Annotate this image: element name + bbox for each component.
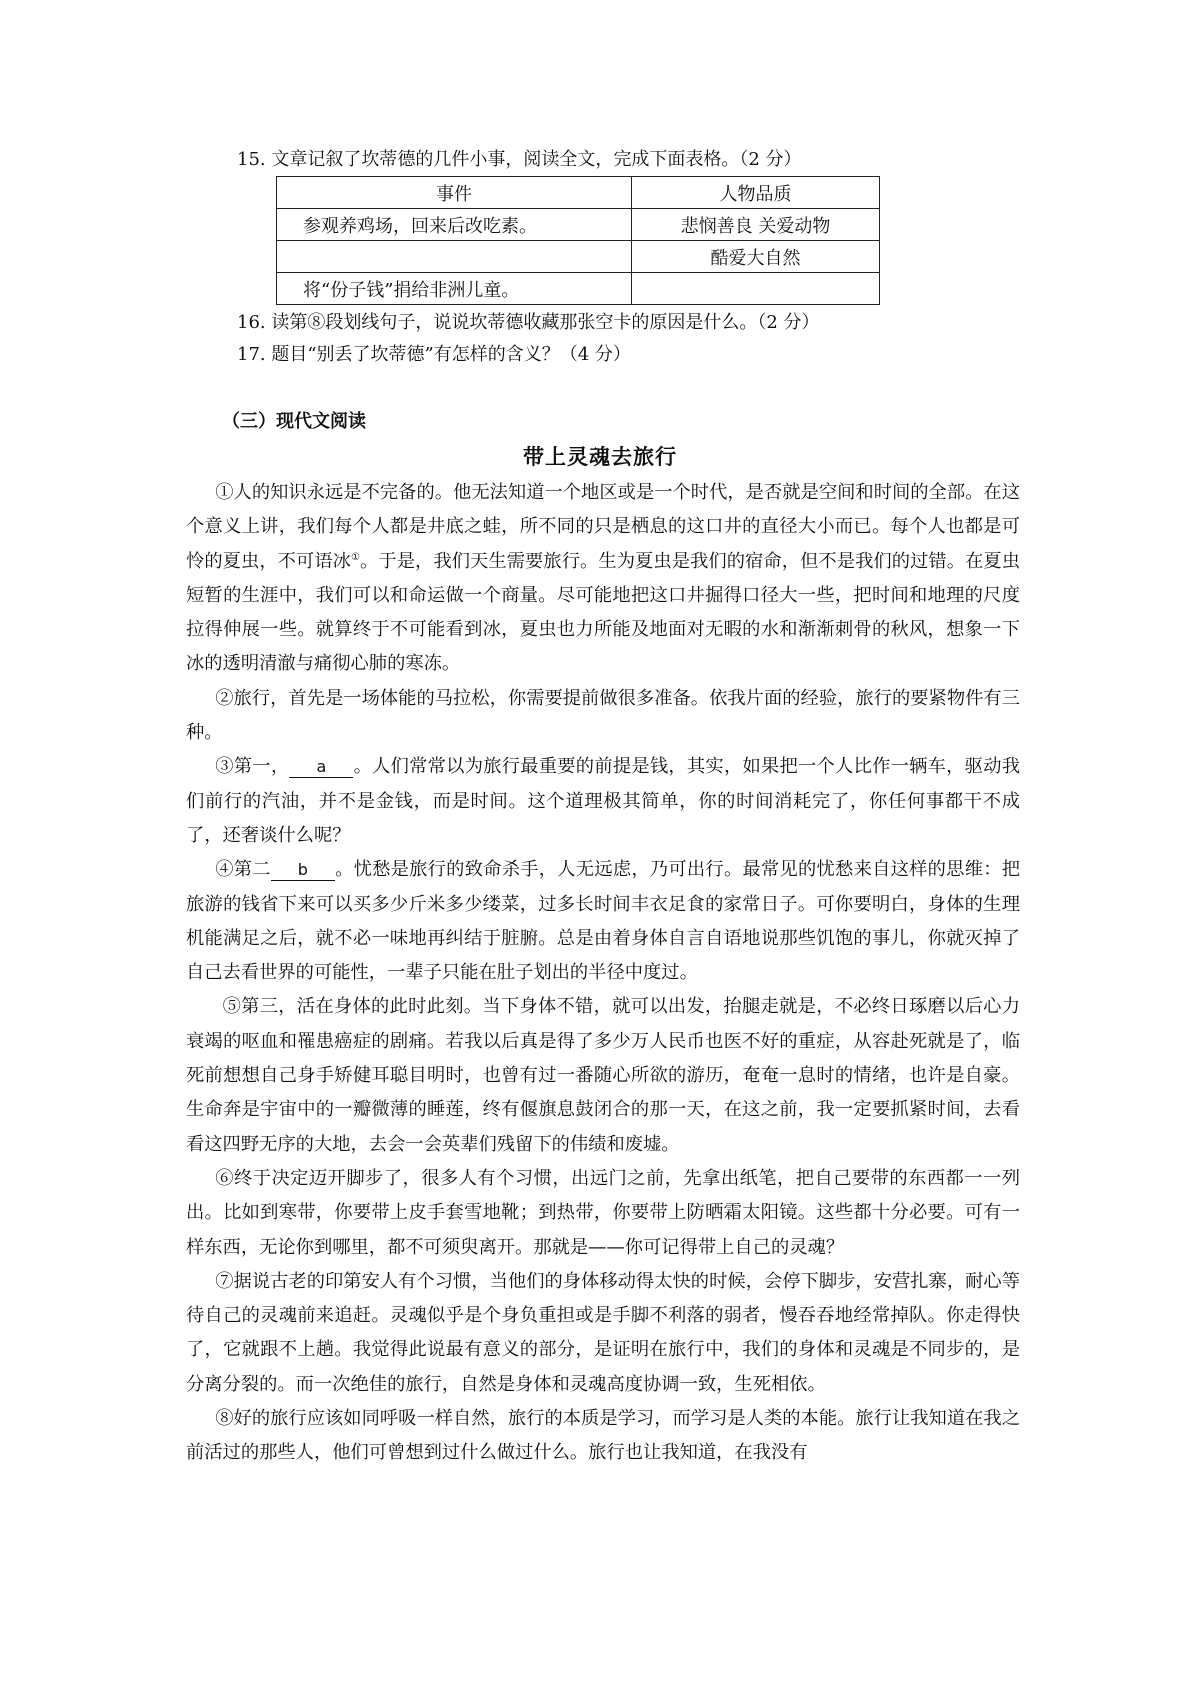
question-15: 15. 文章记叙了坎蒂德的几件小事，阅读全文，完成下面表格。（2 分） xyxy=(237,149,802,170)
footnote-marker: ① xyxy=(351,551,361,563)
paragraph-4 xyxy=(186,853,1020,990)
table-header-event: 事件 xyxy=(277,177,632,209)
paragraph-3-text: 。人们常常以为旅行最重要的前提是钱，其实，如果把一个人比作一辆车，驱动我们前行的汽油，并不是金钱，而是时间。这个道理极其简单，你的时间消耗完了，你任何事都干不成了，还奢谈什么呢？ xyxy=(186,756,1021,846)
paragraph-3-lead: ③第一， xyxy=(215,756,290,778)
paragraph-3 xyxy=(186,750,1020,853)
table-header-quality: 人物品质 xyxy=(632,177,880,209)
paragraph-1-text-cont: 。于是，我们天生需要旅行。生为夏虫是我们的宿命，但不是我们的过错。在夏虫短暂的生涯中，我们可以和命运做一个商量。尽可能地把这口井掘得口径大一些，把时间和地理的尺度拉得伸展一些。就算终于不可能看到冰，夏虫也力所能及地面对无暇的水和渐渐刺骨的秋风，想象一下冰的透明清澈与痛彻心肺的寒冻。 xyxy=(186,550,1021,675)
question-17: 17. 题目“别丢了坎蒂德”有怎样的含义？（4 分） xyxy=(237,344,631,365)
blank-a: a xyxy=(289,757,353,778)
paragraph-2: ②旅行，首先是一场体能的马拉松，你需要提前做很多准备。依我片面的经验，旅行的要紧物件有三种。 xyxy=(186,687,1020,744)
table-cell-event: 将“份子钱”捐给非洲儿童。 xyxy=(277,273,632,305)
paragraph-6: ⑥终于决定迈开脚步了，很多人有个习惯，出远门之前，先拿出纸笔，把自己要带的东西都一一列出。比如到寒带，你要带上皮手套雪地靴；到热带，你要带上防晒霜太阳镜。这些都十分必要。可有一样东西，无论你到哪里，都不可须臾离开。那就是——你可记得带上自己的灵魂？ xyxy=(186,1167,1020,1258)
paragraph-1 xyxy=(186,476,1020,682)
paragraph-1-text: ①人的知识永远是不完备的。他无法知道一个地区或是一个时代，是否就是空间和时间的全部。在这个意义上讲，我们每个人都是井底之蛙，所不同的只是栖息的这口井的直径大小而已。每个人也都是可怜的夏虫，不可语冰 xyxy=(186,482,1020,572)
paragraph-4-text: 。忧愁是旅行的致命杀手，人无远虑，乃可出行。最常见的忧愁来自这样的思维：把旅游的钱省下来可以买多少斤米多少缕菜，过多长时间丰衣足食的家常日子。可你要明白，身体的生理机能满足之后，就不必一味地再纠结于脏腑。总是由着身体自言自语地说那些饥饱的事儿，你就灭掉了自己去看世界的可能性，一辈子只能在肚子划出的半径中度过。 xyxy=(186,859,1021,984)
paragraph-5: ⑤第三，活在身体的此时此刻。当下身体不错，就可以出发，抬腿走就是，不必终日琢磨以后心力衰竭的呕血和罹患癌症的剧痛。若我以后真是得了多少万人民币也医不好的重症，从容赴死就是了，临死前想想自己身手矫健耳聪目明时，也曾有过一番随心所欲的游历，奄奄一息时的情绪，也许是自豪。生命奔是宇宙中的一瓣微薄的睡莲，终有偃旗息鼓闭合的那一天，在这之前，我一定要抓紧时间，去看看这四野无序的大地，去会一会英辈们残留下的伟绩和废墟。 xyxy=(186,996,1020,1155)
table-row xyxy=(277,209,880,241)
table-cell-event: 参观养鸡场，回来后改吃素。 xyxy=(277,209,632,241)
events-table xyxy=(276,176,880,305)
paragraph-8: ⑧好的旅行应该如同呼吸一样自然，旅行的本质是学习，而学习是人类的本能。旅行让我知道在我之前活过的那些人，他们可曾想到过什么做过什么。旅行也让我知道，在我没有 xyxy=(186,1408,1020,1464)
article-body xyxy=(186,476,1020,1471)
section-heading: （三）现代文阅读 xyxy=(222,411,366,432)
table-row xyxy=(277,273,880,305)
table-cell-event-blank xyxy=(277,241,632,273)
blank-b: b xyxy=(271,860,335,881)
article-title: 带上灵魂去旅行 xyxy=(523,444,677,469)
table-cell-quality: 酷爱大自然 xyxy=(632,241,880,273)
table-cell-quality: 悲悯善良 关爱动物 xyxy=(632,209,880,241)
paragraph-7: ⑦据说古老的印第安人有个习惯，当他们的身体移动得太快的时候，会停下脚步，安营扎寨，耐心等待自己的灵魂前来追赶。灵魂似乎是个身负重担或是手脚不利落的弱者，慢吞吞地经常掉队。你走得快了，它就跟不上趟。我觉得此说最有意义的部分，是证明在旅行中，我们的身体和灵魂是不同步的，是分离分裂的。而一次绝佳的旅行，自然是身体和灵魂高度协调一致，生死相依。 xyxy=(186,1270,1020,1395)
table-row xyxy=(277,241,880,273)
table-cell-quality-blank xyxy=(632,273,880,305)
table-header-row xyxy=(277,177,880,209)
question-16: 16. 读第⑧段划线句子，说说坎蒂德收藏那张空卡的原因是什么。（2 分） xyxy=(237,312,820,333)
paragraph-4-lead: ④第二 xyxy=(215,859,271,881)
